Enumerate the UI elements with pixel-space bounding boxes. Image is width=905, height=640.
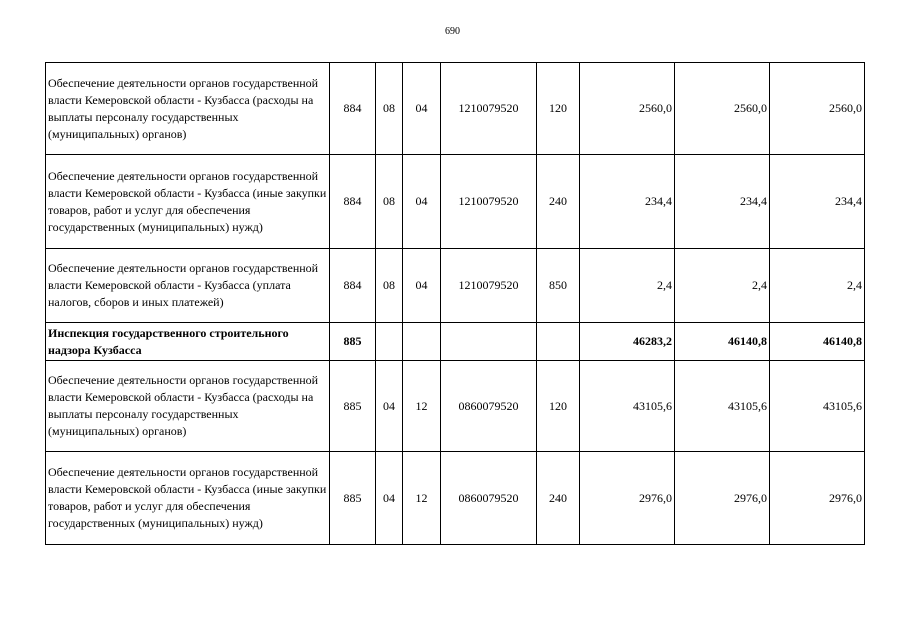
row-name-cell: Обеспечение деятельности органов государственной власти Кемеровской области - Кузбасса (иные закупки товаров, работ и услуг для обеспечения государственных (муниципальных) нужд) bbox=[46, 155, 330, 249]
value-2-cell: 234,4 bbox=[675, 155, 770, 249]
rz-cell: 08 bbox=[376, 63, 403, 155]
value-3-cell: 234,4 bbox=[770, 155, 865, 249]
rz-cell bbox=[376, 323, 403, 361]
value-2-cell: 2976,0 bbox=[675, 452, 770, 545]
page-number: 690 bbox=[445, 26, 460, 37]
csr-cell: 0860079520 bbox=[441, 452, 537, 545]
row-name-cell: Обеспечение деятельности органов государственной власти Кемеровской области - Кузбасса (расходы на выплаты персоналу государственных (муниципальных) органов) bbox=[46, 63, 330, 155]
ved-cell: 885 bbox=[330, 323, 376, 361]
value-3-cell: 43105,6 bbox=[770, 361, 865, 452]
value-1-cell: 234,4 bbox=[580, 155, 675, 249]
pr-cell: 04 bbox=[403, 155, 441, 249]
pr-cell: 12 bbox=[403, 452, 441, 545]
value-2-cell: 43105,6 bbox=[675, 361, 770, 452]
rz-cell: 04 bbox=[376, 452, 403, 545]
row-name-cell: Инспекция государственного строительного надзора Кузбасса bbox=[46, 323, 330, 361]
csr-cell: 1210079520 bbox=[441, 155, 537, 249]
row-name-cell: Обеспечение деятельности органов государственной власти Кемеровской области - Кузбасса (расходы на выплаты персоналу государственных (муниципальных) органов) bbox=[46, 361, 330, 452]
value-3-cell: 2976,0 bbox=[770, 452, 865, 545]
value-2-cell: 2,4 bbox=[675, 249, 770, 323]
value-1-cell: 43105,6 bbox=[580, 361, 675, 452]
table-row bbox=[46, 452, 865, 545]
value-2-cell: 2560,0 bbox=[675, 63, 770, 155]
vr-cell: 240 bbox=[537, 155, 580, 249]
csr-cell bbox=[441, 323, 537, 361]
pr-cell bbox=[403, 323, 441, 361]
pr-cell: 04 bbox=[403, 249, 441, 323]
rz-cell: 04 bbox=[376, 361, 403, 452]
budget-table bbox=[45, 62, 865, 545]
ved-cell: 884 bbox=[330, 249, 376, 323]
value-1-cell: 46283,2 bbox=[580, 323, 675, 361]
csr-cell: 1210079520 bbox=[441, 249, 537, 323]
table-row bbox=[46, 249, 865, 323]
vr-cell bbox=[537, 323, 580, 361]
value-2-cell: 46140,8 bbox=[675, 323, 770, 361]
value-1-cell: 2,4 bbox=[580, 249, 675, 323]
pr-cell: 04 bbox=[403, 63, 441, 155]
csr-cell: 1210079520 bbox=[441, 63, 537, 155]
value-3-cell: 2,4 bbox=[770, 249, 865, 323]
ved-cell: 884 bbox=[330, 63, 376, 155]
table-row bbox=[46, 361, 865, 452]
table-row bbox=[46, 63, 865, 155]
vr-cell: 850 bbox=[537, 249, 580, 323]
ved-cell: 884 bbox=[330, 155, 376, 249]
ved-cell: 885 bbox=[330, 452, 376, 545]
table-row bbox=[46, 155, 865, 249]
csr-cell: 0860079520 bbox=[441, 361, 537, 452]
value-3-cell: 2560,0 bbox=[770, 63, 865, 155]
rz-cell: 08 bbox=[376, 249, 403, 323]
vr-cell: 120 bbox=[537, 63, 580, 155]
row-name-cell: Обеспечение деятельности органов государственной власти Кемеровской области - Кузбасса (уплата налогов, сборов и иных платежей) bbox=[46, 249, 330, 323]
value-3-cell: 46140,8 bbox=[770, 323, 865, 361]
ved-cell: 885 bbox=[330, 361, 376, 452]
vr-cell: 240 bbox=[537, 452, 580, 545]
vr-cell: 120 bbox=[537, 361, 580, 452]
pr-cell: 12 bbox=[403, 361, 441, 452]
value-1-cell: 2560,0 bbox=[580, 63, 675, 155]
row-name-cell: Обеспечение деятельности органов государственной власти Кемеровской области - Кузбасса (иные закупки товаров, работ и услуг для обеспечения государственных (муниципальных) нужд) bbox=[46, 452, 330, 545]
rz-cell: 08 bbox=[376, 155, 403, 249]
table-row-section-header bbox=[46, 323, 865, 361]
value-1-cell: 2976,0 bbox=[580, 452, 675, 545]
